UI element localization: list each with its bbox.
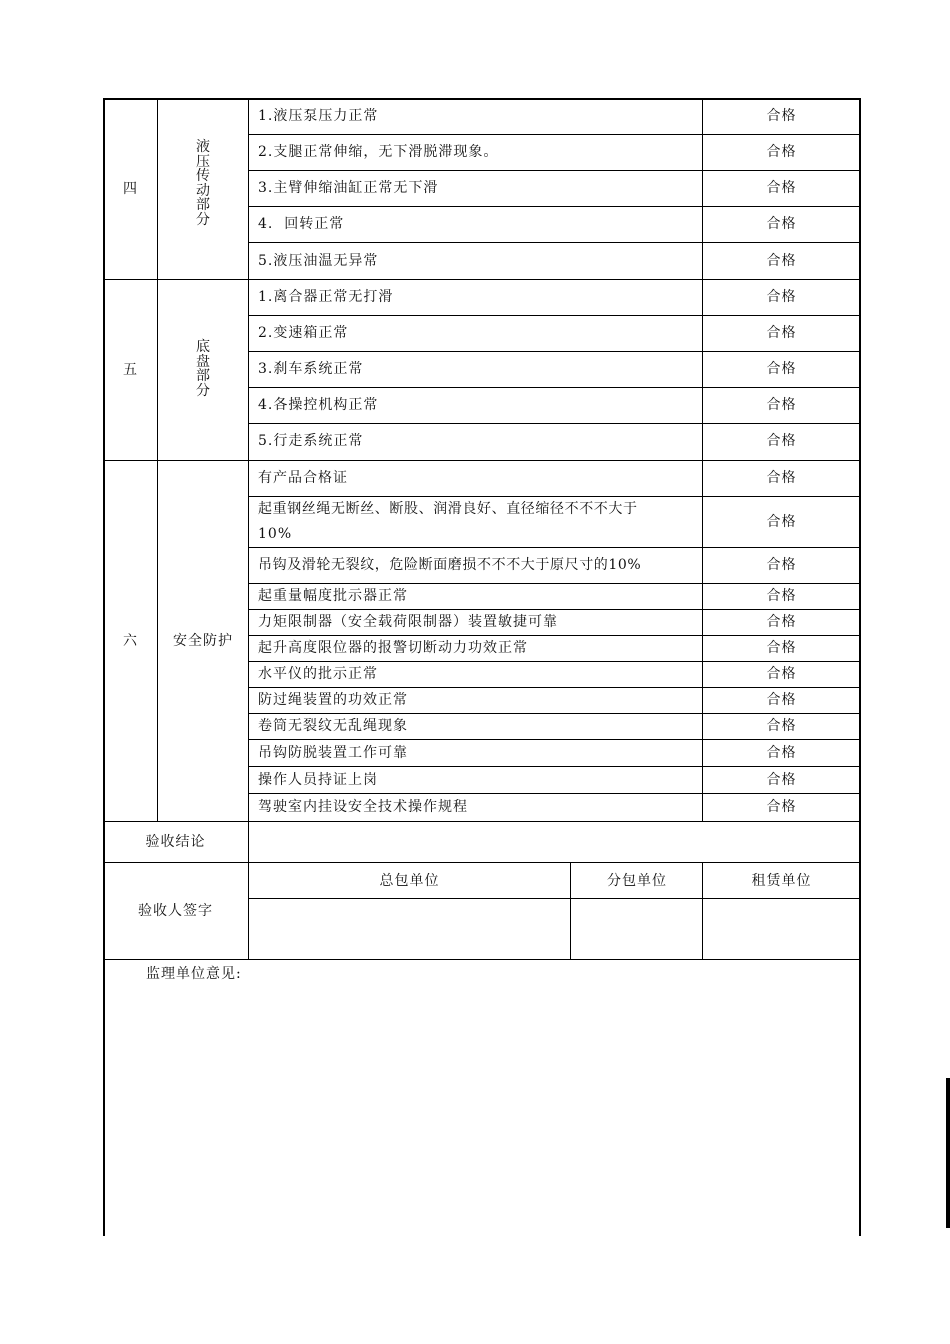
section-number-6: 六 <box>123 633 138 649</box>
grid-line-h <box>248 351 861 352</box>
grid-line-h <box>103 821 861 822</box>
grid-line-h <box>103 959 861 960</box>
grid-line-v <box>248 98 249 959</box>
grid-line-h <box>103 98 861 100</box>
check-item: 2.支腿正常伸缩，无下滑脱滞现象。 <box>258 144 499 160</box>
section-name-hydraulic: 液压传动部分 <box>196 139 210 228</box>
check-result: 合格 <box>766 108 797 124</box>
grid-line-h <box>248 496 861 497</box>
grid-line-h <box>248 170 861 171</box>
conclusion-label: 验收结论 <box>145 834 206 850</box>
grid-line-h <box>248 793 861 794</box>
check-item: 2.变速箱正常 <box>258 325 349 341</box>
check-result: 合格 <box>766 397 797 413</box>
grid-line-h <box>248 635 861 636</box>
check-item: 3.主臂伸缩油缸正常无下滑 <box>258 180 439 196</box>
grid-line-h <box>248 134 861 135</box>
grid-line-h <box>103 279 861 280</box>
check-result: 合格 <box>766 289 797 305</box>
check-item: 起升高度限位器的报警切断动力功效正常 <box>258 640 528 656</box>
check-result: 合格 <box>766 144 797 160</box>
grid-line-h <box>248 713 861 714</box>
grid-line-h <box>248 661 861 662</box>
check-item: 3.刹车系统正常 <box>258 361 364 377</box>
check-item: 4.各操控机构正常 <box>258 397 379 413</box>
check-result: 合格 <box>766 253 797 269</box>
grid-line-h <box>248 547 861 548</box>
grid-line-h <box>248 739 861 740</box>
check-item: 水平仪的批示正常 <box>258 666 378 682</box>
check-item: 力矩限制器（安全载荷限制器）装置敏捷可靠 <box>258 614 558 630</box>
grid-line-h <box>248 583 861 584</box>
check-result: 合格 <box>766 433 797 449</box>
grid-line-h <box>248 242 861 243</box>
check-item: 1.离合器正常无打滑 <box>258 289 394 305</box>
section-number-5: 五 <box>123 362 138 378</box>
signature-col-general-contractor: 总包单位 <box>379 873 440 889</box>
check-item: 驾驶室内挂设安全技术操作规程 <box>258 799 468 815</box>
grid-line-v <box>157 98 158 821</box>
section-number-4: 四 <box>123 181 138 197</box>
grid-line-h <box>248 206 861 207</box>
check-result: 合格 <box>766 799 797 815</box>
check-item: 起重量幅度批示器正常 <box>258 588 408 604</box>
grid-line-h <box>248 423 861 424</box>
check-result: 合格 <box>766 772 797 788</box>
check-item: 起重钢丝绳无断丝、断股、润滑良好、直径缩径不不不大于 <box>258 501 638 517</box>
grid-line-h <box>248 898 861 899</box>
check-result: 合格 <box>766 718 797 734</box>
grid-line-h <box>103 460 861 461</box>
check-result: 合格 <box>766 614 797 630</box>
signature-label: 验收人签字 <box>138 903 213 919</box>
section-name-chassis: 底盘部分 <box>196 339 210 399</box>
check-result: 合格 <box>766 325 797 341</box>
check-item: 5.液压油温无异常 <box>258 253 379 269</box>
check-result: 合格 <box>766 666 797 682</box>
check-result: 合格 <box>766 588 797 604</box>
check-result: 合格 <box>766 216 797 232</box>
check-result: 合格 <box>766 361 797 377</box>
grid-line-h <box>248 687 861 688</box>
check-item: 1.液压泵压力正常 <box>258 108 379 124</box>
check-item: 有产品合格证 <box>258 470 348 486</box>
check-item-continued: 10% <box>258 526 293 542</box>
check-item: 吊钩及滑轮无裂纹，危险断面磨损不不不大于原尺寸的10% <box>258 557 642 573</box>
grid-line-h <box>248 609 861 610</box>
page-edge-mark <box>946 1078 950 1228</box>
check-item: 卷筒无裂纹无乱绳现象 <box>258 718 408 734</box>
check-result: 合格 <box>766 640 797 656</box>
check-result: 合格 <box>766 514 797 530</box>
grid-line-v <box>103 98 105 1236</box>
grid-line-h <box>248 766 861 767</box>
check-result: 合格 <box>766 692 797 708</box>
grid-line-v <box>702 98 703 821</box>
check-result: 合格 <box>766 470 797 486</box>
check-item: 吊钩防脱装置工作可靠 <box>258 745 408 761</box>
section-name-safety: 安全防护 <box>173 633 233 649</box>
check-result: 合格 <box>766 557 797 573</box>
check-item: 防过绳装置的功效正常 <box>258 692 408 708</box>
grid-line-h <box>248 315 861 316</box>
check-result: 合格 <box>766 745 797 761</box>
supervision-label: 监理单位意见: <box>146 966 242 982</box>
grid-line-h <box>103 862 861 863</box>
check-item: 操作人员持证上岗 <box>258 772 378 788</box>
grid-line-h <box>248 387 861 388</box>
signature-col-subcontractor: 分包单位 <box>607 873 667 889</box>
signature-col-rental: 租赁单位 <box>751 873 812 889</box>
check-result: 合格 <box>766 180 797 196</box>
check-item: 4. 回转正常 <box>258 216 345 232</box>
check-item: 5.行走系统正常 <box>258 433 364 449</box>
